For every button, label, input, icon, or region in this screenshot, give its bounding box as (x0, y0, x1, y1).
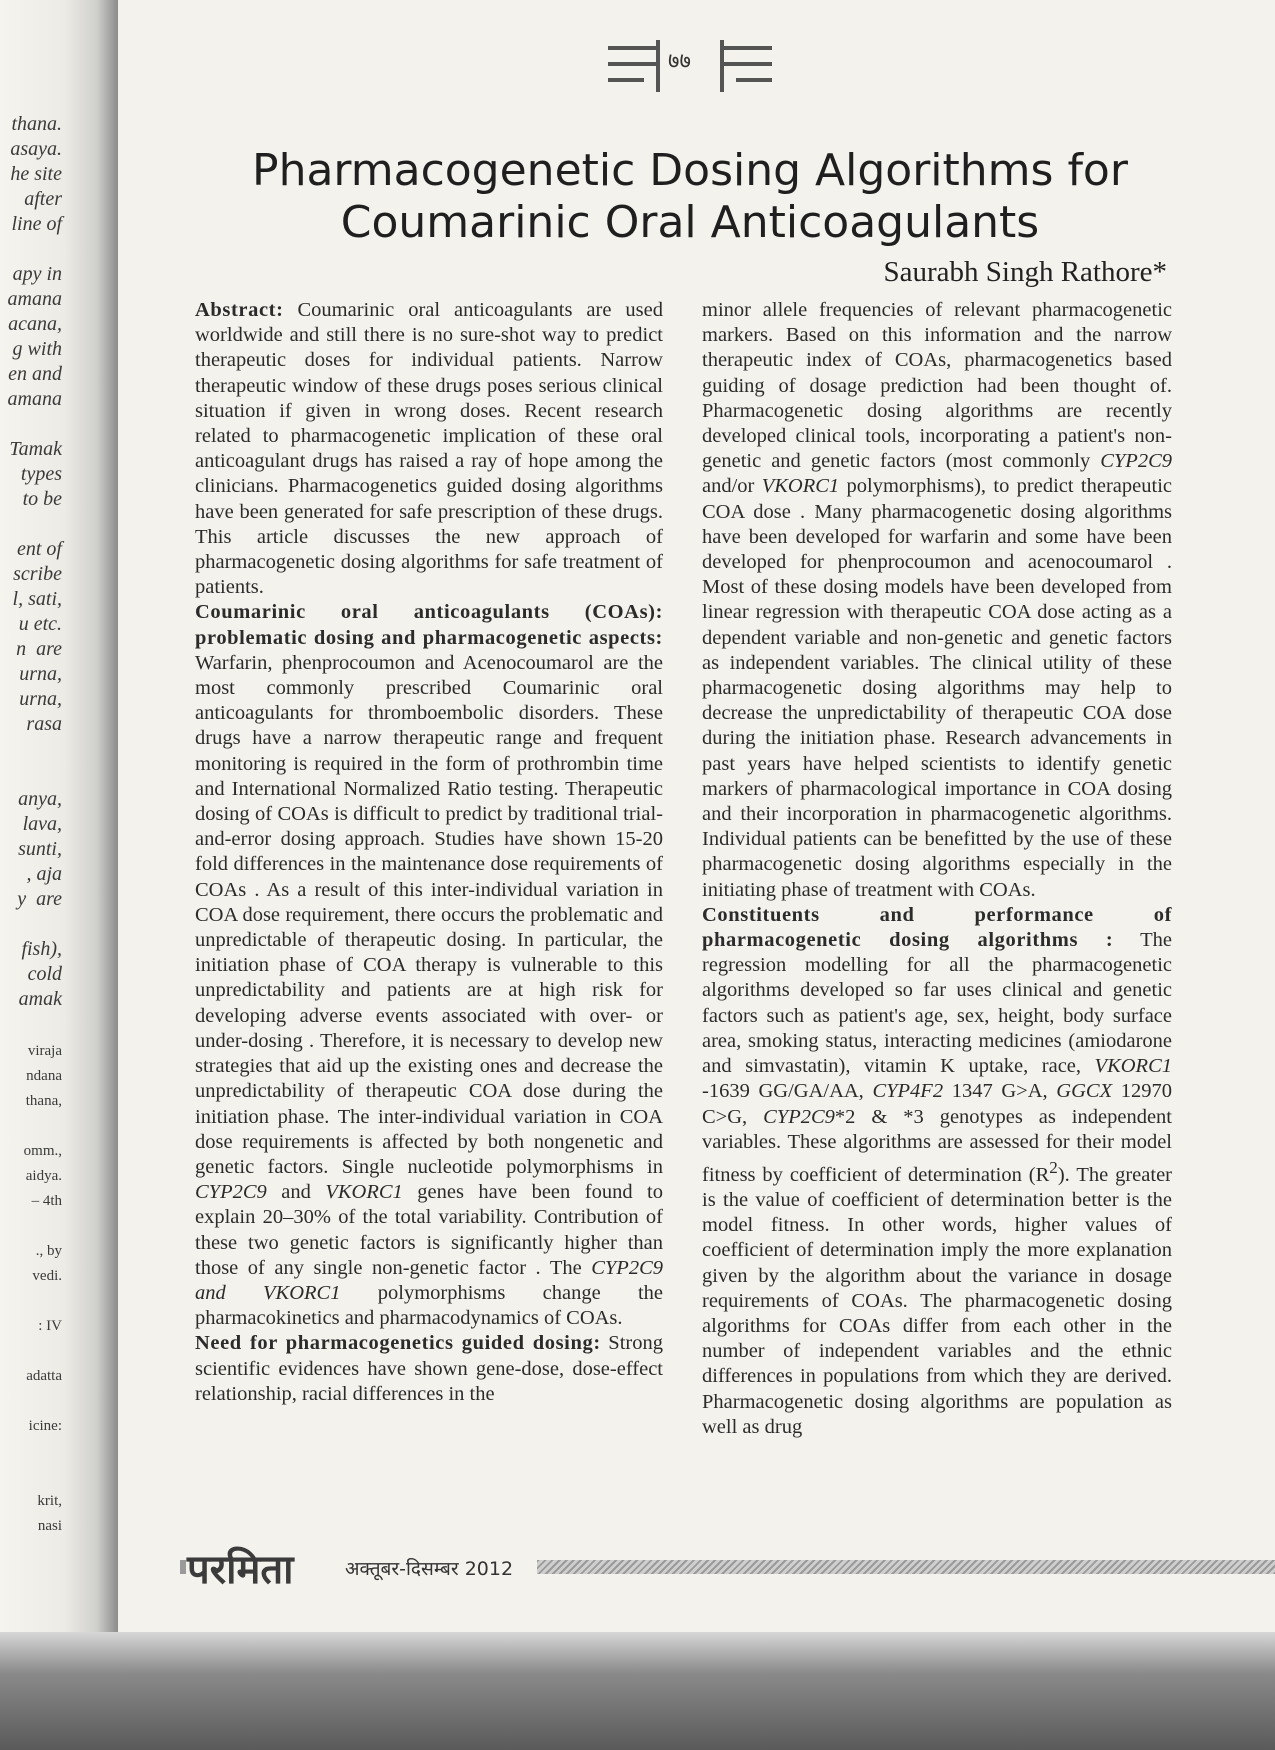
facing-page-fragment-2: viraja ndana thana, omm., aidya. – 4th ., by vedi. : IV adatta icine: krit, nasi (23, 1043, 62, 1534)
gene-vkorc1-variant: VKORC1 (1094, 1055, 1172, 1078)
constituents-text-b: -1639 GG/GA/AA, (702, 1080, 873, 1103)
superscript-2: 2 (1049, 1157, 1058, 1177)
section-coas-text-c: polymorphisms change the pharmacokinetics and pharmacodynamics of COAs. (195, 1281, 663, 1330)
abstract-paragraph (195, 298, 663, 600)
footer-rule-left (180, 1560, 186, 1574)
constituents-text-c: 1347 G>A, (943, 1080, 1057, 1103)
gene-cyp2c9-right: CYP2C9 (1100, 450, 1172, 473)
footer-rule (537, 1560, 1275, 1574)
section-coas-heading: Coumarinic oral anticoagulants (COAs): problematic dosing and pharmacogenetic aspects: (195, 601, 663, 649)
title-line-2: Coumarinic Oral Anticoagulants (340, 197, 1040, 248)
section-need-paragraph (195, 1331, 663, 1407)
text-andor: and/or (702, 475, 762, 498)
section-need-heading: Need for pharmacogenetics guided dosing: (195, 1332, 601, 1355)
gene-cyp2c9: CYP2C9 (195, 1181, 267, 1204)
gene-vkorc1: VKORC1 (325, 1181, 403, 1204)
text-and: and (266, 1181, 326, 1204)
section-constituents-paragraph (702, 903, 1172, 1440)
facing-page-edge (0, 0, 118, 1632)
journal-logo: परमिता (187, 1547, 294, 1593)
issue-date: अक्तूबर-दिसम्बर 2012 (345, 1558, 514, 1580)
section-constituents-heading: Constituents and performance of pharmacogenetic dosing algorithms : (702, 903, 1172, 952)
constituents-text-a: The regression modelling for all the pharmacogenetic algorithms developed so far uses clinical and genetic factors such as patient's age, sex, height, body surface area, smoking status, interacting medicines (amiodarone and simvastatin), vitamin K uptake, race, (702, 929, 1172, 1078)
title-line-1: Pharmacogenetic Dosing Algorithms for (252, 145, 1128, 196)
section-coas-text-a: Warfarin, phenprocoumon and Acenocoumarol are the most commonly prescribed Coumarinic oral anticoagulants for thromboembolic disorders. These drugs have a narrow therapeutic range and frequent monitoring is required in the form of prothrombin time and International Normalized Ratio testing. Therapeutic dosing of COAs is difficult to predict by traditional trial-and-error dosing approach. Studies have shown 15-20 fold differences in the maintenance dose requirements of COAs . As a result of this inter-individual variation in COA dose requirement, there occurs the problematic and unpredictable of therapeutic dosing. In particular, the initiation phase of COA therapy is vulnerable to this unpredictability and patients are at high risk for developing adverse events associated with over- or under-dosing . Therefore, it is necessary to develop new strategies that aid up the existing ones and decrease the unpredictability of therapeutic COA dose during the initiation phase. The inter-individual variation in COA dose requirements is affected by both nongenetic and genetic factors. Single nucleotide polymorphisms in (195, 651, 663, 1178)
gene-cyp2c9-variant: CYP2C9 (763, 1105, 835, 1128)
gene-ggcx: GGCX (1056, 1080, 1113, 1103)
intro-text-a: minor allele frequencies of relevant pharmacogenetic markers. Based on this information and the narrow therapeutic index of COAs, pharmacogenetics based guiding of dosage prediction had been thought of. Pharmacogenetic dosing algorithms are recently developed clinical tools, incorporating a patient's non-genetic and genetic factors (most commonly (702, 299, 1172, 473)
constituents-text-e: *2 & *3 genotypes as independent variables. These algorithms are assessed for their model fitness by coefficient of determination (R (702, 1105, 1172, 1186)
page-number: ७७ (668, 48, 691, 73)
facing-page-fragment-1: thana. asaya. he site after line of apy in amana acana, g with en and amana Tamak types to be ent of scribe l, sati, u etc. n are urna, urna, rasa anya, lava, sunti, , aja y are fish), cold amak (7, 113, 62, 1010)
left-column (195, 298, 663, 1407)
gene-vkorc1-right: VKORC1 (761, 475, 840, 498)
abstract-text: Coumarinic oral anticoagulants are used worldwide and still there is no sure-shot way to predict therapeutic doses for individual patients. Narrow therapeutic window of these drugs poses serious clinical situation if given in wrong doses. Recent research related to pharmacogenetic implication of these oral anticoagulant drugs has raised a ray of hope among the clinicians. Pharmacogenetics guided dosing algorithms have been generated for safe prescription of these drugs. This article discusses the new approach of pharmacogenetic dosing algorithms for safe treatment of patients. (195, 299, 663, 599)
article-title (190, 145, 1190, 249)
scan-background (0, 1632, 1275, 1750)
algorithms-intro-paragraph (702, 298, 1172, 903)
gene-pair: CYP2C9 and VKORC1 (195, 1256, 663, 1304)
article-author: Saurabh Singh Rathore* (883, 256, 1167, 288)
section-coas-paragraph (195, 600, 663, 1331)
intro-text-b: polymorphisms), to predict therapeutic COA dose . Many pharmacogenetic dosing algorithms have been developed for warfarin and some have been developed for phenprocoumon and acenocoumarol . Most of these dosing models have been developed from linear regression with therapeutic COA dose acting as a dependent variable and non-genetic and genetic factors as independent variables. The clinical utility of these pharmacogenetic dosing algorithms may help to decrease the unpredictability of therapeutic COA dose during the initiation phase. Research advancements in past years have helped scientists to identify genetic markers of pharmacological importance in COA dosing and their incorporation in pharmacogenetic algorithms. Individual patients can be benefitted by the use of these pharmacogenetic dosing algorithms especially in the initiating phase of treatment with COAs. (702, 475, 1172, 901)
facing-page-text (0, 112, 62, 1537)
right-column (702, 298, 1172, 1440)
abstract-heading: Abstract: (195, 299, 284, 321)
constituents-text-f: ). The greater is the value of coefficient of determination better is the model fitness. In other words, higher values of coefficient of determination imply the more explanation given by the algorithm about the variance in dosage requirements of COAs. The pharmacogenetic dosing algorithms for COAs differ from each other in the number of independent variables and the ethnic differences in populations from which they are derived. Pharmacogenetic dosing algorithms are population as well as drug (702, 1163, 1172, 1438)
gene-cyp4f2: CYP4F2 (872, 1080, 944, 1103)
constituents-text-d: 12970 C>G, (702, 1080, 1172, 1128)
section-coas-text-b: genes have been found to explain 20–30% of the total variability. Contribution of these two genetic factors is significantly higher than those of any single non-genetic factor . The (195, 1181, 663, 1279)
section-need-text: Strong scientific evidences have shown gene-dose, dose-effect relationship, racial differences in the (195, 1332, 663, 1405)
